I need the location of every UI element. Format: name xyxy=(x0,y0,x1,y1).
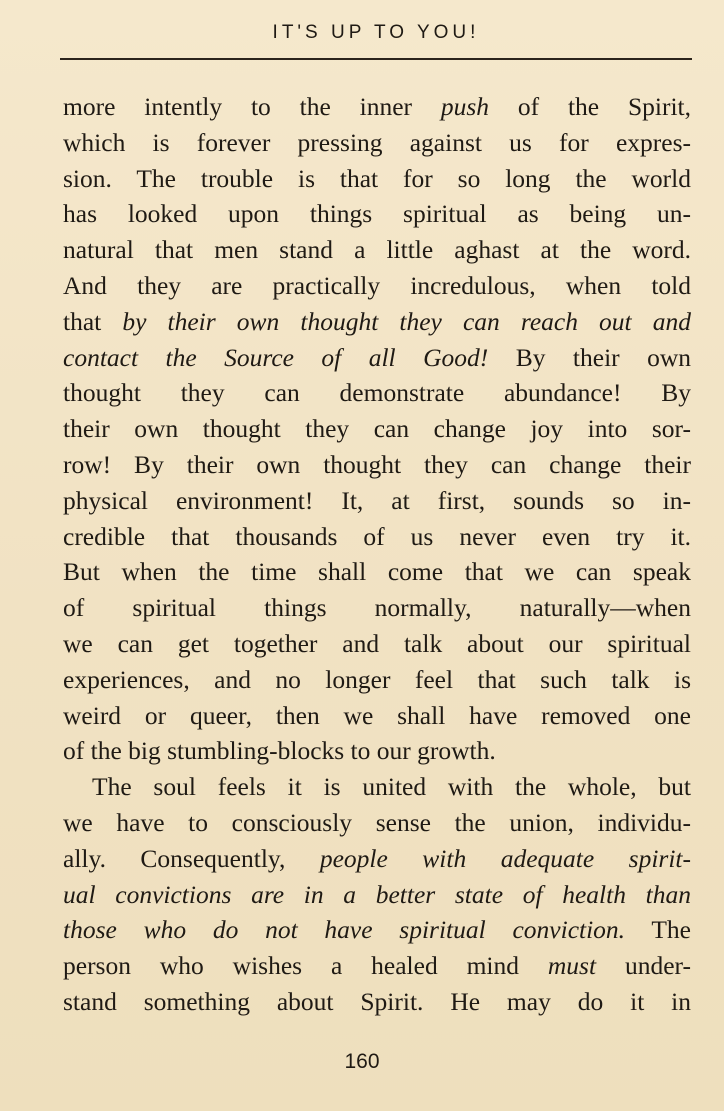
text-line: contact the Source of all Good! By their own xyxy=(63,342,692,372)
text-line: row! By their own thought they can change their xyxy=(63,449,691,479)
page-number: 160 xyxy=(344,1050,380,1073)
text-line: of the big stumbling-blocks to our growth. xyxy=(63,736,496,766)
running-head: IT'S UP TO YOU! xyxy=(272,22,480,43)
text-line: ally. Consequently, people with adequate spirit- xyxy=(63,843,691,873)
text-line: their own thought they can change joy into sor- xyxy=(63,414,691,444)
text-line: But when the time shall come that we can speak xyxy=(63,557,691,587)
text-line: physical environment! It, at first, sounds so in- xyxy=(63,485,691,515)
text-line: more intently to the inner push of the Spirit, xyxy=(63,92,691,121)
text-line: natural that men stand a little aghast at the word. xyxy=(63,235,691,265)
body-text xyxy=(63,89,691,1020)
text-line: those who do not have spiritual conviction. The xyxy=(63,915,691,945)
text-line: credible that thousands of us never even try it. xyxy=(63,521,691,551)
text-line: thought they can demonstrate abundance! By xyxy=(63,378,691,408)
text-line: stand something about Spirit. He may do it in xyxy=(63,986,691,1016)
text-line: person who wishes a healed mind must under- xyxy=(63,951,692,981)
text-line: experiences, and no longer feel that such talk is xyxy=(63,664,691,694)
text-line: The soul feels it is united with the whole, but xyxy=(92,772,691,802)
text-line: we have to consciously sense the union, individu- xyxy=(63,807,691,837)
text-line: of spiritual things normally, naturally—when xyxy=(63,593,691,623)
text-line: And they are practically incredulous, when told xyxy=(63,270,691,300)
text-line: which is forever pressing against us for expres- xyxy=(63,127,691,157)
text-line: ual convictions are in a better state of health than xyxy=(63,879,691,909)
text-line: has looked upon things spiritual as being un- xyxy=(63,199,691,229)
text-line: sion. The trouble is that for so long the world xyxy=(63,163,691,193)
header-rule xyxy=(60,58,692,60)
text-line: we can get together and talk about our spiritual xyxy=(63,628,691,658)
text-line: that by their own thought they can reach out and xyxy=(63,306,691,336)
text-line: weird or queer, then we shall have removed one xyxy=(63,700,691,730)
